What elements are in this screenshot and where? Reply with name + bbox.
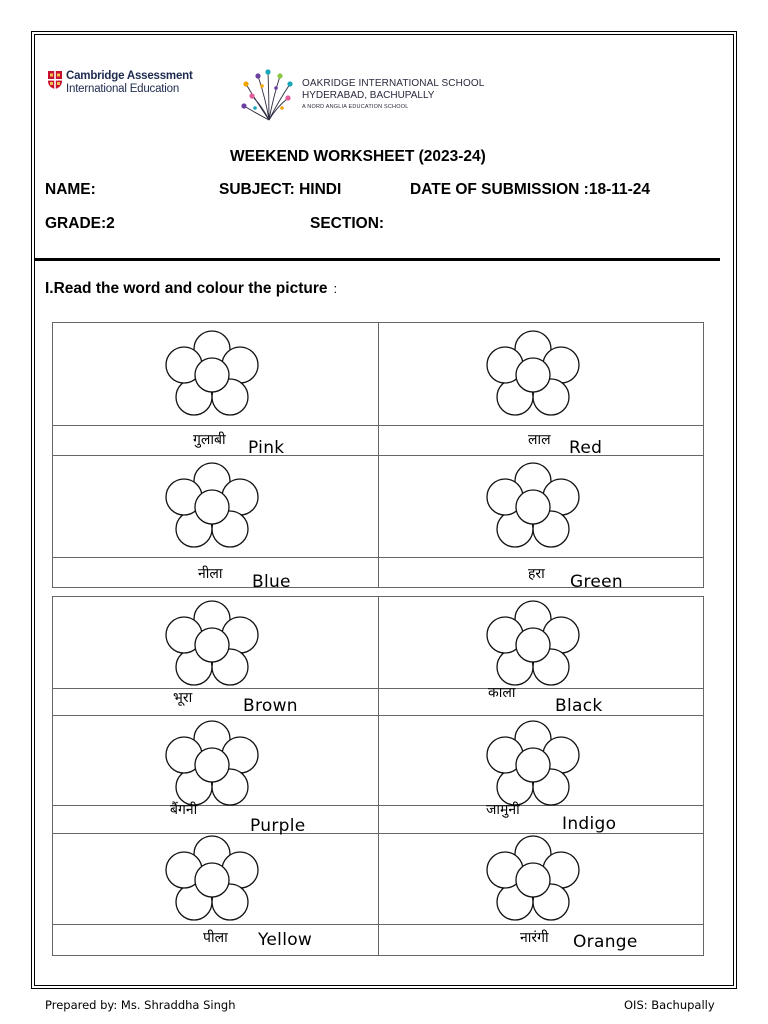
flower-centre (195, 628, 229, 662)
school-name-line1: OAKRIDGE INTERNATIONAL SCHOOL (302, 78, 485, 89)
hindi-colour-word: गुलाबी (193, 432, 226, 448)
flower-centre (195, 490, 229, 524)
section-label: SECTION: (310, 215, 385, 232)
header-divider (34, 258, 720, 261)
worksheet-title: WEEKEND WORKSHEET (2023-24) (230, 148, 486, 165)
english-colour-word: Indigo (562, 814, 617, 834)
subject-label: SUBJECT: HINDI (219, 181, 342, 198)
flower-outline-icon[interactable] (481, 599, 585, 689)
flower-outline-icon[interactable] (160, 834, 264, 924)
grid-divider (52, 688, 704, 689)
flower-centre (195, 863, 229, 897)
flower-centre (516, 358, 550, 392)
flower-centre (195, 358, 229, 392)
flower-outline-icon[interactable] (160, 719, 264, 809)
flower-centre (516, 490, 550, 524)
flower-outline-icon[interactable] (160, 461, 264, 551)
grid-divider (52, 455, 704, 456)
flower-outline-icon[interactable] (160, 599, 264, 689)
cambridge-logo-line1: Cambridge Assessment (66, 70, 193, 82)
hindi-colour-word: बैंगनी (170, 802, 198, 818)
cambridge-logo-line2: International Education (66, 83, 180, 95)
hindi-colour-word: लाल (528, 432, 551, 448)
flower-outline-icon[interactable] (481, 834, 585, 924)
english-colour-word: Green (570, 572, 623, 592)
flower-centre (195, 748, 229, 782)
hindi-colour-word: नारंगी (520, 930, 549, 946)
hindi-colour-word: पीला (203, 930, 228, 946)
grid-divider (52, 425, 704, 426)
grid-divider (52, 715, 704, 716)
flower-centre (516, 628, 550, 662)
cambridge-shield-icon (48, 71, 62, 89)
hindi-colour-word: भूरा (173, 690, 193, 706)
campus-footer: OIS: Bachupally (624, 998, 715, 1012)
flower-outline-icon[interactable] (481, 461, 585, 551)
oakridge-tree-logo-icon (240, 66, 298, 122)
flower-outline-icon[interactable] (160, 329, 264, 419)
hindi-colour-word: जामुनी (486, 802, 520, 818)
grid-divider (378, 596, 379, 956)
hindi-colour-word: काला (488, 685, 516, 701)
hindi-colour-word: हरा (528, 566, 545, 582)
instruction-label: I.Read the word and colour the picture (45, 280, 328, 297)
english-colour-word: Orange (573, 932, 638, 952)
prepared-by-footer: Prepared by: Ms. Shraddha Singh (45, 998, 236, 1012)
school-name-line2: HYDERABAD, BACHUPALLY (302, 90, 435, 101)
instruction-colon: : (333, 281, 338, 296)
english-colour-word: Red (569, 438, 603, 458)
grade-label: GRADE:2 (45, 215, 115, 232)
flower-outline-icon[interactable] (481, 329, 585, 419)
instruction-text (45, 280, 337, 298)
english-colour-word: Yellow (258, 930, 313, 950)
english-colour-word: Brown (243, 696, 298, 716)
submission-date-label: DATE OF SUBMISSION :18-11-24 (410, 181, 651, 198)
name-label: NAME: (45, 181, 96, 198)
grid-divider (52, 557, 704, 558)
english-colour-word: Purple (250, 816, 306, 836)
grid-divider (52, 805, 704, 806)
flower-centre (516, 863, 550, 897)
english-colour-word: Black (555, 696, 603, 716)
grid-divider (52, 924, 704, 925)
flower-outline-icon[interactable] (481, 719, 585, 809)
english-colour-word: Blue (252, 572, 291, 592)
school-tagline: A NORD ANGLIA EDUCATION SCHOOL (302, 104, 409, 110)
hindi-colour-word: नीला (198, 566, 223, 582)
flower-centre (516, 748, 550, 782)
english-colour-word: Pink (248, 438, 285, 458)
